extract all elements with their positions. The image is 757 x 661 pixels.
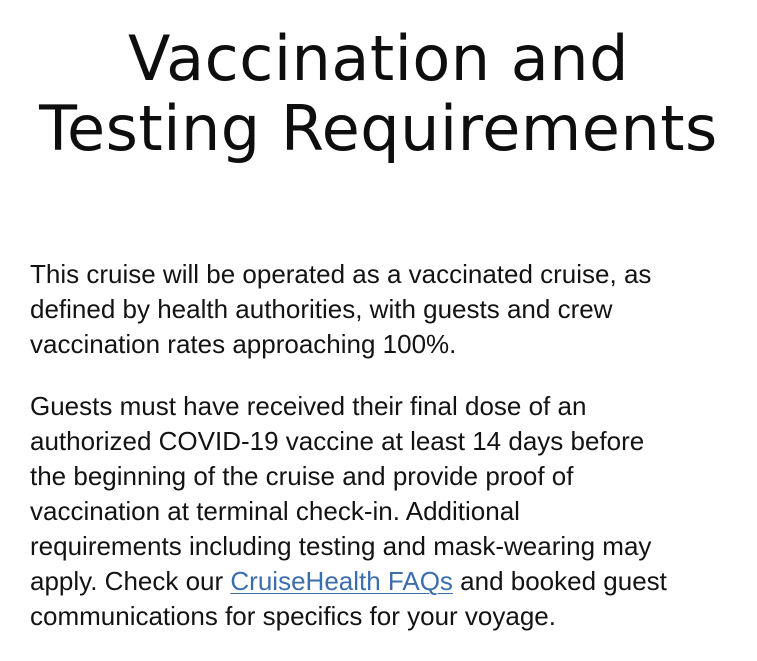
paragraph-2-after-link: and booked guest: [452, 566, 667, 596]
paragraph-1-line-3: vaccination rates approaching 100%.: [30, 329, 457, 359]
paragraph-2-line-5: requirements including testing and mask-wearing may: [30, 531, 652, 561]
paragraph-2-last-line: communications for specifics for your voyage.: [30, 601, 556, 631]
vaccine-proof-paragraph: [30, 389, 727, 634]
cruisehealth-faqs-link[interactable]: CruiseHealth FAQs: [230, 566, 453, 596]
page-title-line-1: Vaccination and: [128, 22, 629, 95]
paragraph-2-line-2: authorized COVID-19 vaccine at least 14 days before: [30, 426, 645, 456]
paragraph-2-line-4: vaccination at terminal check-in. Additional: [30, 496, 520, 526]
paragraph-1-line-2: defined by health authorities, with guests and crew: [30, 294, 613, 324]
paragraph-1-line-1: This cruise will be operated as a vaccinated cruise, as: [30, 259, 652, 289]
paragraph-2-before-link: apply. Check our: [30, 566, 231, 596]
page-title-line-2: Testing Requirements: [39, 92, 718, 165]
requirements-content: [30, 257, 727, 634]
vaccinated-cruise-paragraph: [30, 257, 727, 362]
paragraph-2-line-1: Guests must have received their final dose of an: [30, 391, 587, 421]
paragraph-2-line-3: the beginning of the cruise and provide proof of: [30, 461, 574, 491]
page-title: [30, 24, 727, 164]
